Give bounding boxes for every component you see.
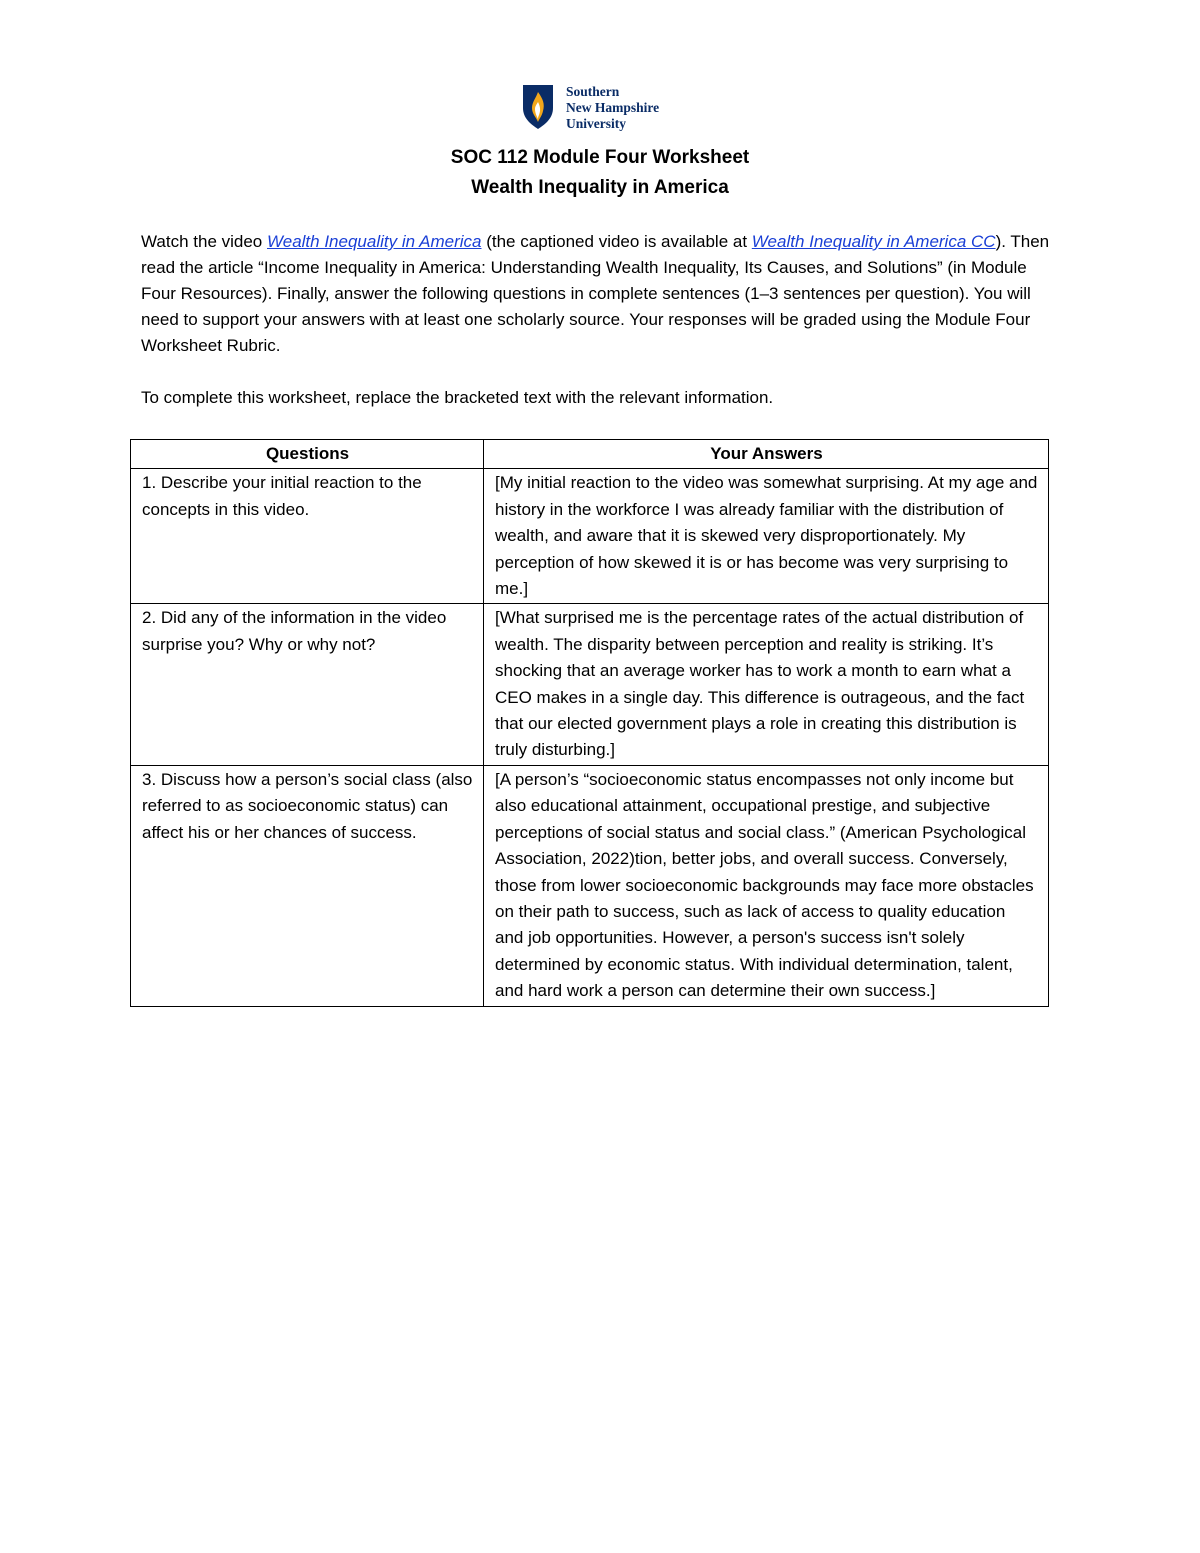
answers-header: Your Answers bbox=[484, 440, 1049, 469]
questions-header: Questions bbox=[131, 440, 484, 469]
question-cell: 2. Did any of the information in the video surprise you? Why or why not? bbox=[131, 604, 484, 765]
question-cell: 1. Describe your initial reaction to the concepts in this video. bbox=[131, 469, 484, 604]
completion-instruction: To complete this worksheet, replace the bracketed text with the relevant information. bbox=[141, 388, 774, 407]
instructions bbox=[141, 229, 1061, 411]
document-title: SOC 112 Module Four Worksheet bbox=[450, 147, 750, 168]
university-logo bbox=[522, 84, 659, 132]
answer-cell: [My initial reaction to the video was somewhat surprising. At my age and history in the workforce I was already familiar with the distribution of wealth, and aware that it is skewed very disproportionately. My perception of how skewed it is or has become was very surprising to me.] bbox=[484, 469, 1049, 604]
instructions-mid: (the captioned video is available at bbox=[481, 232, 752, 251]
worksheet-table bbox=[130, 439, 1049, 1007]
table-row bbox=[131, 765, 1049, 1006]
snhu-flame-shield-icon bbox=[522, 84, 554, 130]
paragraph-spacer bbox=[141, 359, 1061, 385]
answer-cell: [A person’s “socioeconomic status encompasses not only income but also educational attainment, occupational prestige, and subjective perceptions of social status and social class.” (American Psychological Association, 2022)tion, better jobs, and overall success. Conversely, those from lower socioeconomic backgrounds may face more obstacles on their path to success, such as lack of access to quality education and job opportunities. However, a person's success isn't solely determined by economic status. With individual determination, talent, and hard work a person can determine their own success.] bbox=[484, 765, 1049, 1006]
document-title-block bbox=[0, 143, 1200, 203]
instructions-prefix: Watch the video bbox=[141, 232, 267, 251]
video-link[interactable]: Wealth Inequality in America bbox=[267, 232, 482, 251]
answer-cell: [What surprised me is the percentage rates of the actual distribution of wealth. The disparity between perception and reality is striking. It’s shocking that an average worker has to work a month to earn what a CEO makes in a single day. This difference is outrageous, and the fact that our elected government plays a role in creating this distribution is truly disturbing.] bbox=[484, 604, 1049, 765]
logo-line-1: Southern bbox=[566, 84, 620, 99]
table-row bbox=[131, 469, 1049, 604]
document-subtitle: Wealth Inequality in America bbox=[471, 177, 729, 198]
logo-line-3: University bbox=[566, 116, 626, 131]
instructions-paragraph bbox=[141, 229, 1061, 359]
instructions-suffix: ). Then read the article “Income Inequality in America: Understanding Wealth Inequality, Its Causes, and Solutions” (in Module Four Resources). Finally, answer the following questions in complete sentences (1–3 sentences per question). You will need to support your answers with at least one scholarly source. Your responses will be graded using the Module Four Worksheet Rubric. bbox=[141, 232, 1050, 355]
logo-line-2: New Hampshire bbox=[566, 100, 660, 115]
table-row bbox=[131, 604, 1049, 765]
captioned-video-link[interactable]: Wealth Inequality in America CC bbox=[751, 232, 996, 251]
question-cell: 3. Discuss how a person’s social class (also referred to as socioeconomic status) can affect his or her chances of success. bbox=[131, 765, 484, 1006]
table-header-row bbox=[131, 440, 1049, 469]
university-name bbox=[566, 84, 659, 132]
